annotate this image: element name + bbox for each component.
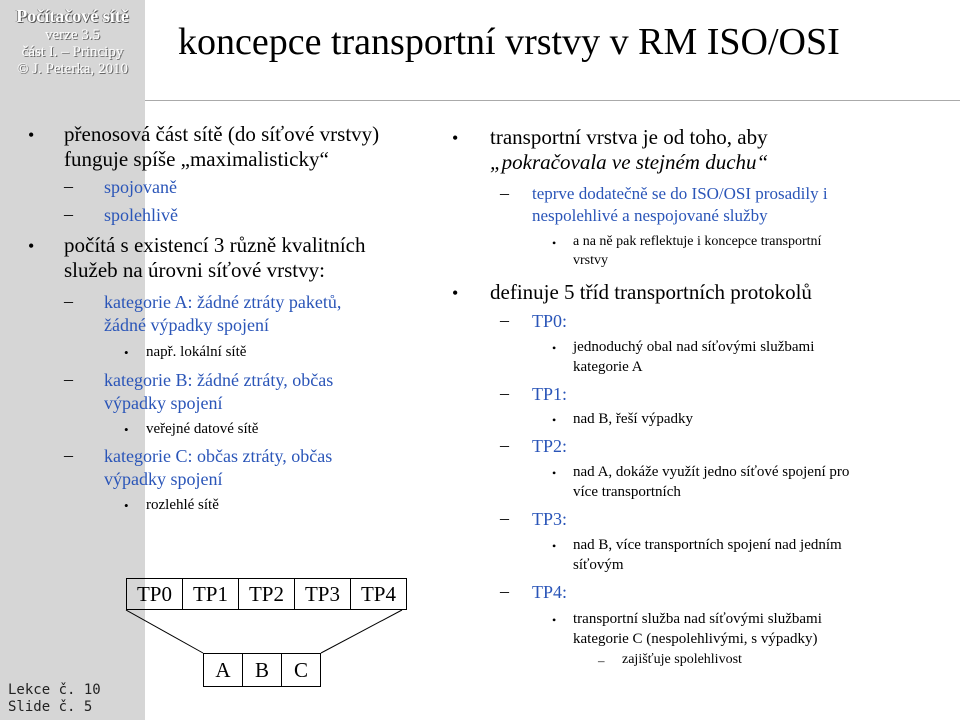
category-b-example: veřejné datové sítě bbox=[146, 421, 259, 437]
dash-icon: – bbox=[64, 445, 73, 465]
category-a-line-2: žádné výpadky spojení bbox=[104, 315, 269, 335]
slide-number: Slide č. 5 bbox=[8, 699, 93, 715]
bullet-icon: • bbox=[452, 283, 459, 303]
tp3-label: TP3: bbox=[532, 509, 568, 529]
dash-icon: – bbox=[64, 291, 73, 311]
bullet-icon: • bbox=[28, 236, 35, 256]
class-tp3: TP3 bbox=[295, 579, 351, 610]
page-title: koncepce transportní vrstvy v RM ISO/OSI bbox=[178, 21, 840, 63]
tp3-desc-line-2: síťovým bbox=[573, 557, 624, 573]
dash-icon: – bbox=[64, 204, 73, 224]
bullet-icon: • bbox=[552, 341, 557, 355]
bullet-icon: • bbox=[552, 466, 557, 480]
bullet-icon: • bbox=[552, 413, 557, 427]
right-bullet-1-line-1: transportní vrstva je od toho, aby bbox=[490, 125, 768, 149]
category-a-line-1: kategorie A: žádné ztráty paketů, bbox=[104, 292, 342, 312]
tp4-desc-line-1: transportní služba nad síťovými službami bbox=[573, 611, 822, 627]
tp2-desc-line-1: nad A, dokáže využít jedno síťové spojení pro bbox=[573, 464, 850, 480]
class-tp0: TP0 bbox=[127, 579, 183, 610]
right-sub-line-1: teprve dodatečně se do ISO/OSI prosadily i bbox=[532, 184, 828, 203]
brand-version: verze 3.5 bbox=[45, 26, 100, 43]
dash-icon: – bbox=[500, 581, 509, 601]
right-bullet-1-line-2: „pokračovala ve stejném duchu“ bbox=[490, 150, 769, 174]
tp4-desc-line-2: kategorie C (nespolehlivými, s výpadky) bbox=[573, 631, 818, 647]
tp0-desc-line-2: kategorie A bbox=[573, 359, 643, 375]
category-b-line-2: výpadky spojení bbox=[104, 393, 223, 413]
category-c-line-2: výpadky spojení bbox=[104, 469, 223, 489]
bullet-icon: • bbox=[552, 613, 557, 627]
dash-icon: – bbox=[500, 310, 509, 330]
bullet-icon: • bbox=[124, 498, 129, 513]
tp1-desc: nad B, řeší výpadky bbox=[573, 411, 693, 427]
category-c-example: rozlehlé sítě bbox=[146, 497, 219, 513]
brand-title: Počítačové sítě bbox=[16, 6, 129, 26]
right-sub-example-line-1: a na ně pak reflektuje i koncepce transportní bbox=[573, 234, 822, 249]
right-sub-example-line-2: vrstvy bbox=[573, 253, 608, 268]
brand-copyright: © J. Peterka, 2010 bbox=[17, 61, 128, 78]
tp2-desc-line-2: více transportních bbox=[573, 484, 681, 500]
left-bullet-1-line-1: přenosová část sítě (do síťové vrstvy) bbox=[64, 122, 380, 146]
bullet-icon: • bbox=[552, 236, 557, 250]
dash-icon: – bbox=[598, 653, 605, 668]
tp4-label: TP4: bbox=[532, 582, 568, 602]
dash-icon: – bbox=[64, 176, 73, 196]
class-tp2: TP2 bbox=[239, 579, 295, 610]
lesson-number: Lekce č. 10 bbox=[8, 682, 101, 698]
tp4-subnote: zajišťuje spolehlivost bbox=[622, 652, 742, 667]
dash-icon: – bbox=[500, 435, 509, 455]
left-bullet-1-line-2: funguje spíše „maximalisticky“ bbox=[64, 147, 329, 171]
left-sub-spolehlive: spolehlivě bbox=[104, 205, 178, 225]
tp0-label: TP0: bbox=[532, 311, 568, 331]
class-tp4: TP4 bbox=[351, 579, 407, 610]
left-bullet-2-line-1: počítá s existencí 3 různě kvalitních bbox=[64, 233, 366, 257]
bullet-icon: • bbox=[28, 125, 35, 145]
left-bullet-2-line-2: služeb na úrovni síťové vrstvy: bbox=[64, 258, 325, 282]
category-c: C bbox=[282, 654, 321, 687]
right-sub-line-2: nespolehlivé a nespojované služby bbox=[532, 206, 768, 225]
transport-class-table bbox=[126, 578, 407, 610]
tp1-label: TP1: bbox=[532, 384, 568, 404]
category-a-example: např. lokální sítě bbox=[146, 344, 247, 360]
brand-part: část I. – Principy bbox=[21, 43, 124, 60]
category-a: A bbox=[204, 654, 243, 687]
bullet-icon: • bbox=[552, 539, 557, 553]
dash-icon: – bbox=[500, 183, 509, 203]
category-c-line-1: kategorie C: občas ztráty, občas bbox=[104, 446, 333, 466]
category-b: B bbox=[243, 654, 282, 687]
tp3-desc-line-1: nad B, více transportních spojení nad jedním bbox=[573, 537, 842, 553]
dash-icon: – bbox=[500, 508, 509, 528]
funnel-right-line bbox=[321, 610, 402, 653]
dash-icon: – bbox=[64, 369, 73, 389]
class-tp1: TP1 bbox=[183, 579, 239, 610]
dash-icon: – bbox=[500, 383, 509, 403]
right-bullet-2: definuje 5 tříd transportních protokolů bbox=[490, 280, 812, 304]
bullet-icon: • bbox=[124, 345, 129, 360]
funnel-left-line bbox=[126, 610, 203, 653]
bullet-icon: • bbox=[452, 128, 459, 148]
left-sub-spojovane: spojovaně bbox=[104, 177, 177, 197]
tp2-label: TP2: bbox=[532, 436, 568, 456]
bullet-icon: • bbox=[124, 422, 129, 437]
tp0-desc-line-1: jednoduchý obal nad síťovými službami bbox=[573, 339, 815, 355]
network-category-table bbox=[203, 653, 321, 687]
category-b-line-1: kategorie B: žádné ztráty, občas bbox=[104, 370, 334, 390]
